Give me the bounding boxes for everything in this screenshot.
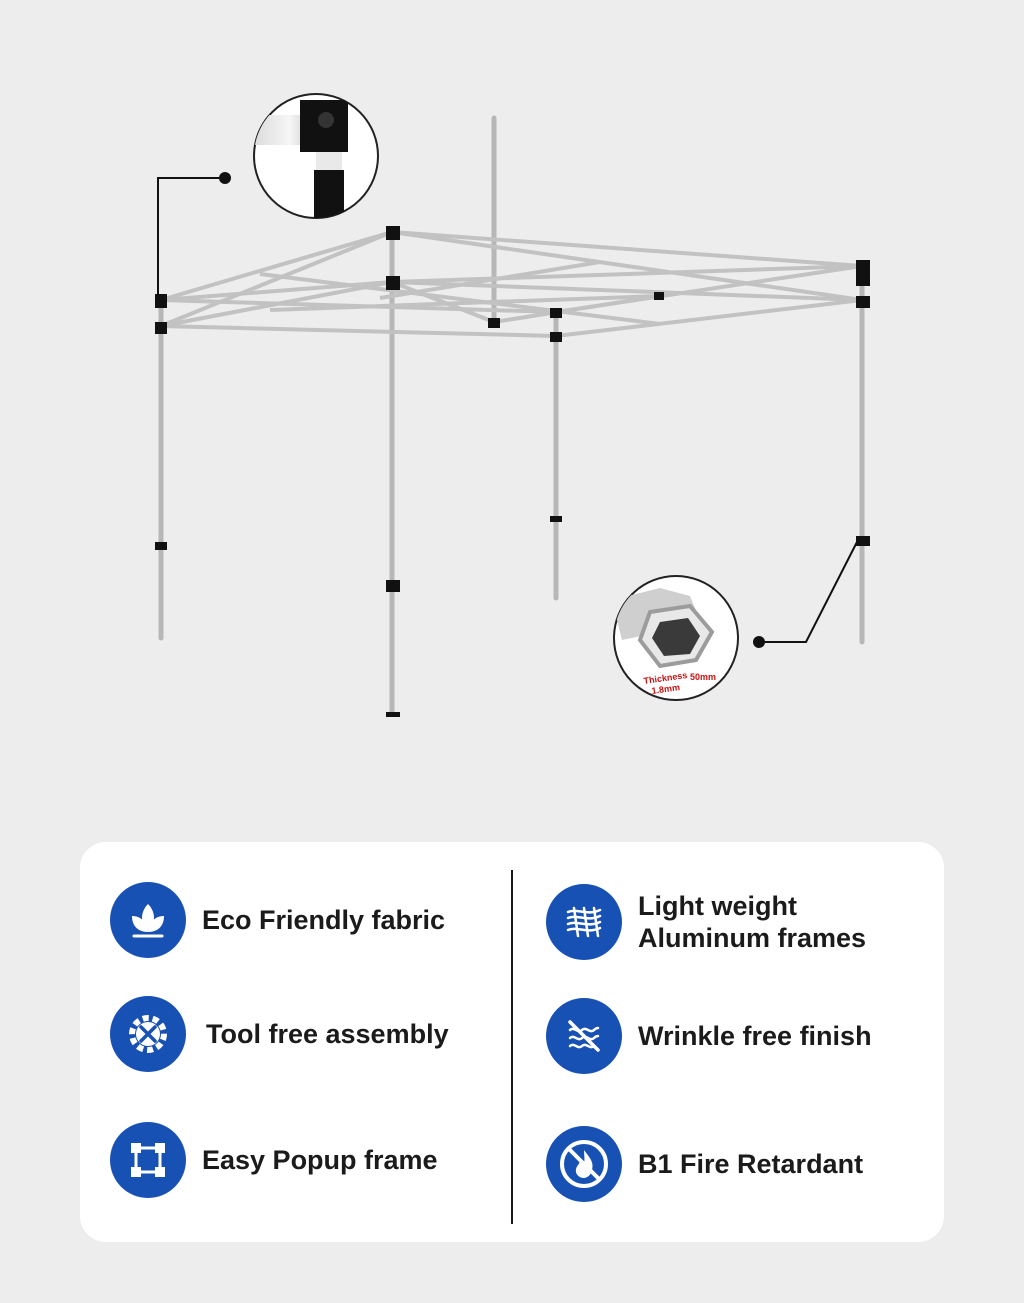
feature-fire-retardant bbox=[546, 1126, 863, 1202]
no-wrinkle-icon bbox=[546, 998, 622, 1074]
no-fire-icon bbox=[546, 1126, 622, 1202]
frame-truss bbox=[161, 232, 862, 336]
connector-callout bbox=[158, 94, 378, 294]
feature-light-line1: Light weight bbox=[638, 891, 797, 921]
feature-wrinkle-label: Wrinkle free finish bbox=[638, 1021, 872, 1051]
feature-tool-free bbox=[110, 996, 449, 1072]
pipe-thickness-label: Thickness bbox=[642, 669, 688, 686]
leaf-icon bbox=[110, 882, 186, 958]
features-card bbox=[80, 842, 944, 1242]
feature-eco-friendly bbox=[110, 882, 445, 958]
pipe-diameter-value: 50mm bbox=[690, 672, 717, 682]
feature-tool-label: Tool free assembly bbox=[206, 1019, 449, 1049]
pipe-callout bbox=[612, 540, 858, 700]
feature-wrinkle-free bbox=[546, 998, 872, 1074]
tools-gear-icon bbox=[110, 996, 186, 1072]
feature-popup-label: Easy Popup frame bbox=[202, 1145, 438, 1175]
feature-fire-label: B1 Fire Retardant bbox=[638, 1149, 864, 1179]
column-divider bbox=[511, 870, 513, 1224]
feature-light-label bbox=[638, 890, 866, 954]
frame-lines-icon bbox=[546, 884, 622, 960]
feature-light-line2: Aluminum frames bbox=[638, 923, 867, 953]
pipe-thickness-value: 1.8mm bbox=[650, 682, 681, 696]
feature-eco-label: Eco Friendly fabric bbox=[202, 905, 446, 935]
feature-light-weight bbox=[546, 884, 866, 960]
frame-corners-icon bbox=[110, 1122, 186, 1198]
feature-easy-popup bbox=[110, 1122, 438, 1198]
frame-legs bbox=[161, 118, 862, 714]
